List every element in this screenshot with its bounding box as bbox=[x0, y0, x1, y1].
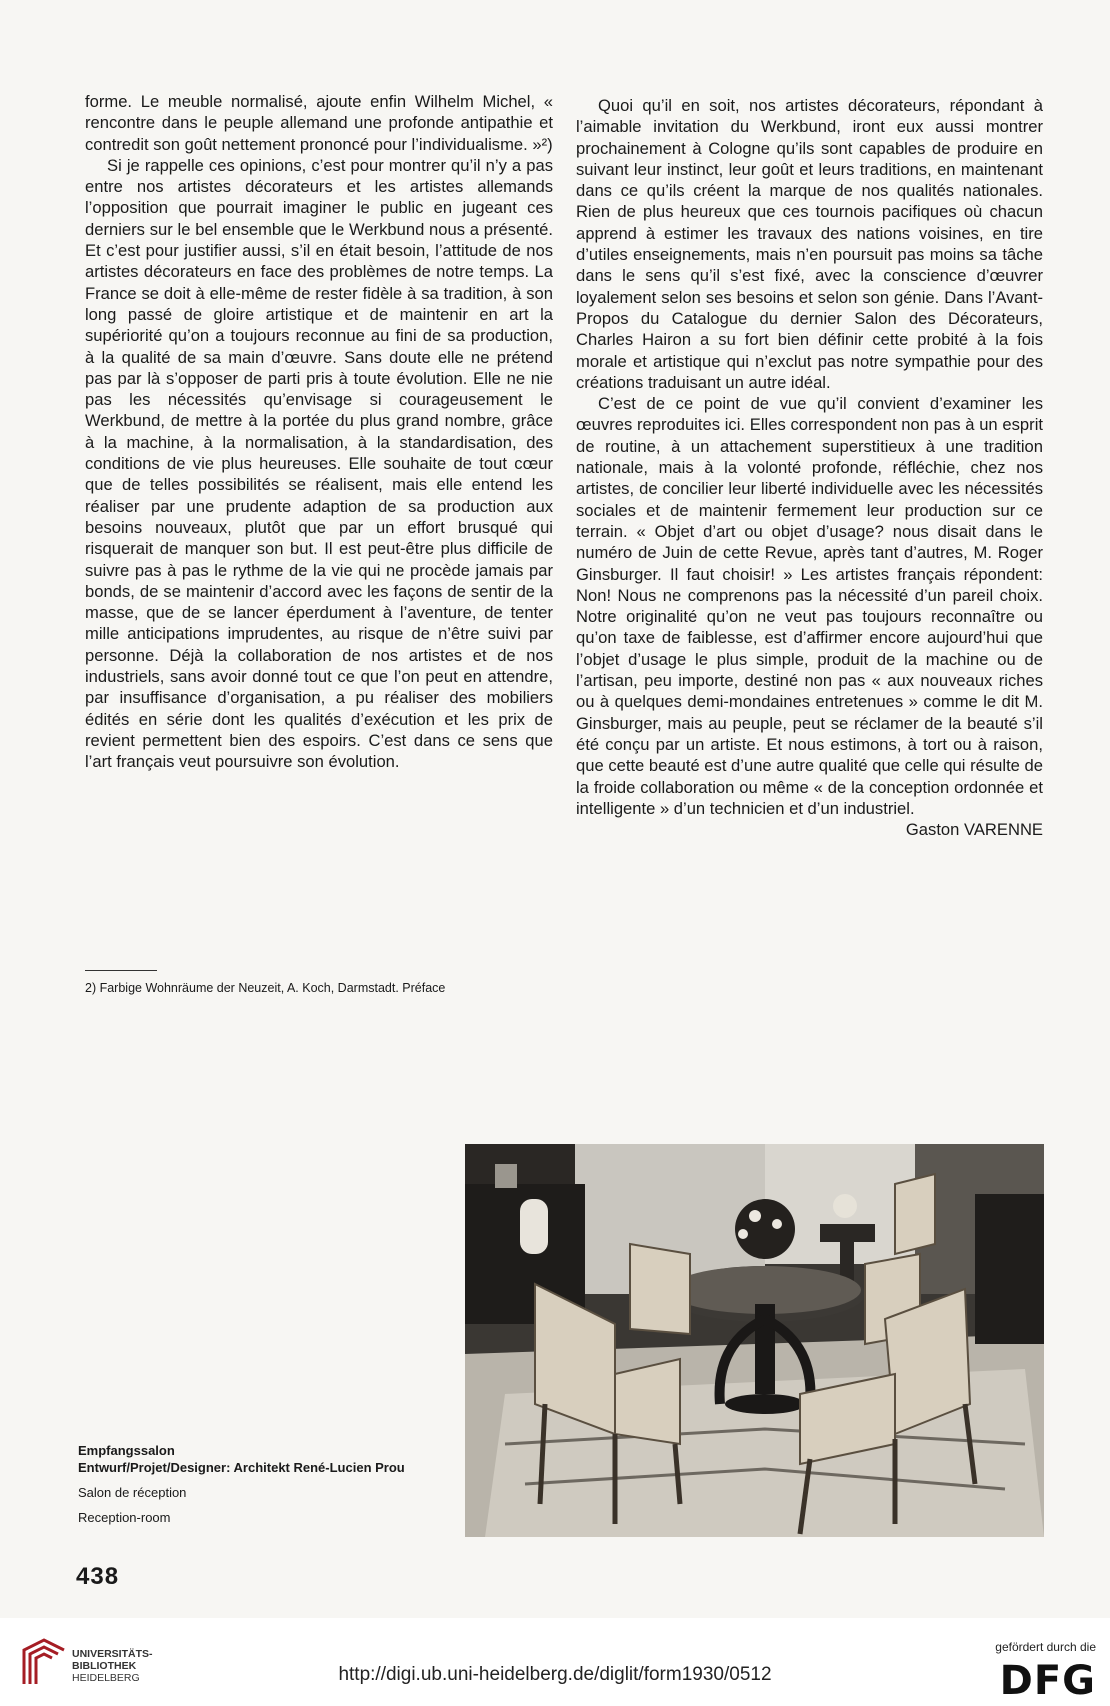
paragraph: Quoi qu’il en soit, nos artistes décorateurs, répondant à l’aimable invitation du Werkbund, iront eux aussi montrer prochainement à Cologne qu’ils sont capables de produire en suivant leur instinct, leur goût et leurs traditions, en maintenant dans ce qu’ils créent la marque de nos qualités nationales. Rien de plus heureux que ces tournois pacifiques où chacun apprend à estimer les travaux des nations voisines, en tire d’utiles enseignements, mais n’en poursuit pas moins sa tâche dans le sens qu’il s’est fixé, avec la conscience d’œuvrer loyalement selon ses besoins et selon son génie. Dans l’Avant-Propos du Catalogue du dernier Salon des Décorateurs, Charles Hairon a su fort bien définir cette probité à la fois morale et artistique qui n’exclut pas notre sympathie pour des créations traduisant un autre idéal. bbox=[576, 96, 1043, 392]
caption-english: Reception-room bbox=[78, 1510, 171, 1525]
library-line: HEIDELBERG bbox=[72, 1672, 140, 1684]
paragraph: Si je rappelle ces opinions, c’est pour montrer qu’il n’y a pas entre nos artistes décorateurs et les artistes allemands l’opposition que pourrait imaginer le public en jugeant ces derniers sur le bel ensemble que le Werkbund nous a présenté. Et c’est pour justifier aussi, s’il en était besoin, l’attitude de nos artistes décorateurs en face des problèmes de notre temps. La France se doit à elle-même de rester fidèle à sa tradition, à son long passé de gloire artistique et de maintenir en art la supériorité qu’on a toujours reconnue au fini de sa production, à la qualité de sa main d’œuvre. Sans doute elle ne prétend pas par là s’opposer de parti pris à toute évolution. Elle ne nie pas les nécessités qu’envisage si courageusement le Werkbund, de mettre à la portée du plus grand nombre, grâce à la machine, à la normalisation, à la standardisation, des conditions de vie plus heureuses. Elle souhaite de tout cœur que de telles possibilités se réalisent, mais elle entend les réaliser par une prudente adaption de sa production aux besoins nouveaux, plutôt que par un effort brusqué qui risquerait de manquer son but. Il est peut-être plus difficile de suivre pas à pas le rythme de la vie qui ne procède jamais par bonds, de se maintenir d’accord avec les façons de sentir de la masse, que de se lancer éperdument à l’aventure, de tenter mille anticipations imprudentes, au risque de n’être suivi par personne. Déjà la collaboration de nos artistes et de nos industriels, sans avoir donné tout ce que l’on peut en attendre, par insuffisance d’organisation, a pu réaliser des mobiliers édités en série dont les qualités d’exécution et les prix de revient permettent bien des espoirs. C’est dans ce sens que l’art français veut poursuivre son évolution. bbox=[85, 155, 553, 772]
library-line: BIBLIOTHEK bbox=[72, 1660, 137, 1672]
paragraph: C’est de ce point de vue qu’il convient d’examiner les œuvres reproduites ici. Elles correspondent non pas à un esprit de routine, à un attachement superstitieux à une tradition nationale, mais à la volonté profonde, réfléchie, chez nos artistes, de concilier leur liberté individuelle avec les nécessités sociales et de maintenir fermement leur production sur ce terrain. « Objet d’art ou objet d’usage? nous disait dans le numéro de Juin de cette Revue, après tant d’autres, M. Roger Ginsburger. Il faut choisir! » Les artistes français répondent: Non! Nous ne comprenons pas la nécessité d’un pareil choix. Notre originalité qu’on ne veut pas toujours reconnaître ou qu’on taxe de faiblesse, est d’affirmer encore aujourd’hui que l’objet d’usage le plus simple, produit de la machine ou de l’artisan, peu importe, destiné non pas « aux nouveaux riches ou à quelques demi-mondaines entretenues » comme le dit M. Ginsburger, mais au peuple, peut se réclamer de la beauté s’il été conçu par un artiste. Et nous estimons, à tort ou à raison, que cette beauté est d’une autre qualité que celle qui résulte de la froide collaboration ou même « de la conception ordonnée et intelligente » d’un technicien et d’un industriel. bbox=[576, 394, 1043, 818]
caption-french: Salon de réception bbox=[78, 1485, 187, 1500]
page-number: 438 bbox=[76, 1563, 120, 1590]
library-line: UNIVERSITÄTS- bbox=[72, 1648, 153, 1660]
footnote-divider bbox=[85, 970, 157, 971]
caption-designer: Entwurf/Projet/Designer: Architekt René-Lucien Prou bbox=[78, 1460, 405, 1475]
caption-title: Empfangssalon bbox=[78, 1443, 175, 1458]
paragraph: forme. Le meuble normalisé, ajoute enfin Wilhelm Michel, « rencontre dans le peuple allemand une profonde antipathie et contredit son goût nettement prononcé pour l’individualisme. »²) bbox=[85, 92, 553, 154]
source-url-link[interactable]: http://digi.ub.uni-heidelberg.de/diglit/form1930/0512 bbox=[338, 1664, 772, 1685]
article-right-column bbox=[576, 95, 1043, 840]
photo-caption bbox=[78, 1442, 418, 1526]
dfg-logo: DFG bbox=[999, 1658, 1096, 1704]
author-signature: Gaston VARENNE bbox=[905, 820, 1043, 840]
reception-room-photo bbox=[465, 1144, 1044, 1537]
funding-label: gefördert durch die bbox=[995, 1640, 1096, 1654]
article-left-column bbox=[85, 91, 553, 773]
digitization-footer bbox=[0, 1618, 1110, 1706]
footnote: 2) Farbige Wohnräume der Neuzeit, A. Koch, Darmstadt. Préface bbox=[85, 981, 446, 995]
